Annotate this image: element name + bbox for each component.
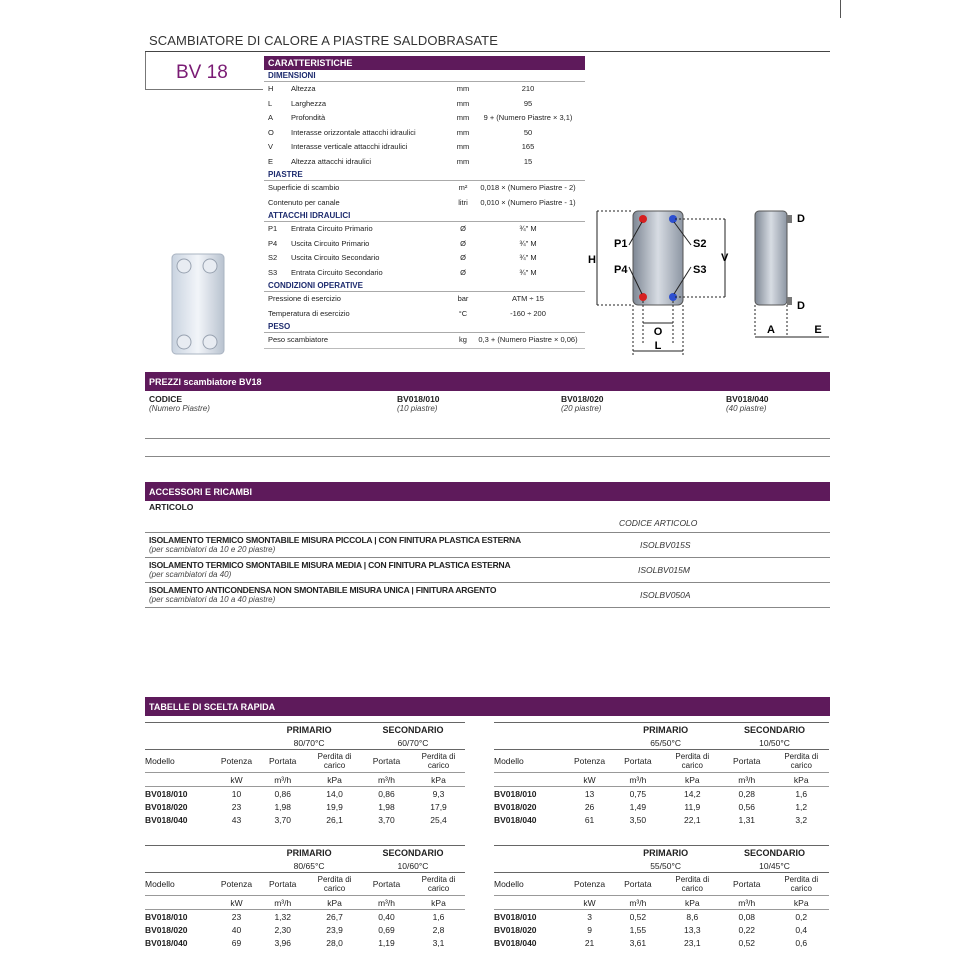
spec-header: CARATTERISTICHE bbox=[264, 56, 585, 70]
table-cell: 2,8 bbox=[432, 924, 445, 935]
table-cell: 8,6 bbox=[665, 910, 720, 924]
table-cell: Portata bbox=[361, 750, 412, 773]
acc-rule-0 bbox=[145, 532, 830, 533]
section-condizioni: CONDIZIONI OPERATIVE bbox=[264, 280, 585, 292]
table-row bbox=[494, 923, 829, 936]
table-cell: 22,1 bbox=[684, 814, 701, 825]
spec-value: ATM ÷ 15 bbox=[512, 294, 544, 303]
spec-value: -160 ÷ 200 bbox=[510, 308, 546, 318]
table-cell: 3,61 bbox=[629, 937, 647, 948]
table-cell: 26,1 bbox=[326, 814, 343, 825]
table-cell: 0,86 bbox=[257, 787, 308, 801]
table-cell: BV018/020 bbox=[494, 924, 537, 935]
table-cell: Portata bbox=[611, 750, 664, 773]
table-cell: 23 bbox=[216, 910, 258, 924]
spec-value: 0,3 + (Numero Piastre × 0,06) bbox=[478, 335, 578, 344]
spec-label: Profondità bbox=[291, 113, 326, 122]
table-cell bbox=[494, 773, 568, 787]
spec-label: Altezza bbox=[291, 84, 316, 93]
table-cell: BV018/020 bbox=[494, 801, 537, 812]
prezzi-sub-3: (40 piastre) bbox=[726, 404, 767, 413]
spec-label: Pressione di esercizio bbox=[268, 294, 341, 303]
table-cell: 1,6 bbox=[773, 787, 829, 801]
modello-label: Modello bbox=[494, 750, 568, 773]
table-cell: BV018/040 bbox=[145, 814, 188, 825]
table-cell bbox=[216, 846, 258, 860]
table-cell: Portata bbox=[720, 750, 773, 773]
spec-label: Interasse verticale attacchi idraulici bbox=[291, 142, 408, 151]
primario-temp: 80/70°C bbox=[293, 737, 325, 748]
section-attacchi: ATTACCHI IDRAULICI bbox=[264, 210, 585, 222]
table-cell bbox=[494, 736, 568, 750]
table-cell bbox=[568, 723, 611, 737]
table-cell bbox=[494, 896, 568, 910]
dimension-diagram bbox=[585, 205, 835, 365]
spec-value: 9 + (Numero Piastre × 3,1) bbox=[483, 113, 573, 122]
table-cell: 1,55 bbox=[629, 924, 647, 935]
table-cell: Perdita di carico bbox=[773, 873, 829, 896]
table-cell: m³/h bbox=[611, 896, 664, 910]
table-cell: Portata bbox=[361, 873, 412, 896]
table-cell: 19,9 bbox=[326, 801, 343, 812]
table-row bbox=[494, 936, 829, 949]
label-d-bottom: D bbox=[797, 300, 805, 312]
accessori-codice-label: CODICE ARTICOLO bbox=[619, 518, 698, 528]
secondario-label: SECONDARIO bbox=[720, 846, 829, 860]
table-cell: Perdita di carico bbox=[412, 873, 465, 896]
spec-row bbox=[264, 292, 585, 307]
spec-symbol: O bbox=[268, 127, 274, 137]
secondario-label: SECONDARIO bbox=[720, 723, 829, 737]
spec-unit: Ø bbox=[460, 253, 466, 262]
prezzi-code-3: BV018/040 bbox=[726, 394, 769, 404]
table-row bbox=[494, 813, 829, 826]
accessori-bar: ACCESSORI E RICAMBI bbox=[145, 482, 830, 501]
table-cell: 0,08 bbox=[720, 910, 773, 924]
spec-value: ¾" M bbox=[519, 267, 537, 277]
table-cell: Perdita di carico bbox=[665, 873, 720, 896]
table-row bbox=[145, 813, 465, 826]
spec-unit: kg bbox=[459, 335, 467, 344]
table-cell: kPa bbox=[308, 896, 361, 910]
acc-item-3-sub: (per scambiatori da 10 a 40 piastre) bbox=[149, 595, 276, 604]
spec-unit: Ø bbox=[460, 267, 466, 277]
table-row bbox=[145, 910, 465, 924]
table-cell: 3,2 bbox=[795, 814, 808, 825]
spec-row bbox=[264, 222, 585, 237]
table-cell: Potenza bbox=[216, 873, 258, 896]
table-cell: 0,40 bbox=[361, 910, 412, 924]
spec-label: Entrata Circuito Secondario bbox=[291, 267, 383, 277]
table-cell: 23,1 bbox=[684, 937, 701, 948]
spec-unit: Ø bbox=[460, 224, 466, 233]
secondario-temp: 60/70°C bbox=[397, 737, 429, 748]
prezzi-sub-1: (10 piastre) bbox=[397, 404, 438, 413]
spec-symbol: A bbox=[268, 113, 274, 122]
table-cell bbox=[216, 859, 258, 873]
prezzi-code-1: BV018/010 bbox=[397, 394, 440, 404]
label-p1: P1 bbox=[614, 238, 628, 250]
table-cell: 13 bbox=[568, 787, 611, 801]
table-cell: 0,6 bbox=[795, 937, 808, 948]
spec-value: 165 bbox=[521, 142, 535, 151]
table-cell: 0,86 bbox=[361, 787, 412, 801]
spec-unit: bar bbox=[457, 294, 469, 303]
table-cell: Portata bbox=[720, 873, 773, 896]
attacchi-rows bbox=[264, 222, 585, 280]
label-e: E bbox=[814, 324, 822, 336]
table-cell: BV018/010 bbox=[145, 787, 216, 801]
table-cell bbox=[145, 773, 216, 787]
table-cell: kW bbox=[568, 773, 611, 787]
table-cell bbox=[568, 859, 611, 873]
table-row bbox=[494, 787, 829, 801]
acc-item-1: ISOLAMENTO TERMICO SMONTABILE MISURA PICCOLA | CON FINITURA PLASTICA ESTERNA bbox=[149, 535, 521, 545]
spec-unit: mm bbox=[456, 127, 470, 137]
primario-label: PRIMARIO bbox=[611, 846, 720, 860]
label-a: A bbox=[767, 324, 775, 336]
table-cell: kW bbox=[216, 896, 258, 910]
table-cell: 1,31 bbox=[738, 814, 756, 825]
spec-unit: mm bbox=[456, 142, 470, 151]
table-cell: m³/h bbox=[257, 896, 308, 910]
table-cell bbox=[216, 736, 258, 750]
table-cell: kW bbox=[216, 773, 258, 787]
table-cell: Perdita di carico bbox=[308, 873, 361, 896]
table-cell bbox=[145, 736, 216, 750]
table-cell bbox=[568, 736, 611, 750]
prezzi-codice-sub: (Numero Piastre) bbox=[149, 404, 210, 413]
spec-row bbox=[264, 111, 585, 126]
spec-row bbox=[264, 266, 585, 281]
table-cell: 3,1 bbox=[432, 937, 445, 948]
table-cell: 0,2 bbox=[773, 910, 829, 924]
table-cell: 1,49 bbox=[629, 801, 647, 812]
page-title: SCAMBIATORE DI CALORE A PIASTRE SALDOBRASATE bbox=[149, 33, 498, 48]
prezzi-bar: PREZZI scambiatore BV18 bbox=[145, 372, 830, 391]
quick-table bbox=[494, 845, 829, 949]
spec-value: 95 bbox=[523, 98, 533, 108]
spec-row bbox=[264, 251, 585, 266]
acc-item-2-sub: (per scambiatori da 40) bbox=[149, 570, 232, 579]
table-cell: m³/h bbox=[361, 773, 412, 787]
table-cell: 28,0 bbox=[326, 937, 343, 948]
label-l: L bbox=[654, 340, 662, 352]
spec-value: 0,018 × (Numero Piastre - 2) bbox=[480, 183, 576, 192]
table-cell: 26,7 bbox=[308, 910, 361, 924]
spec-unit: m² bbox=[458, 183, 468, 192]
table-cell bbox=[494, 846, 568, 860]
table-cell: Perdita di carico bbox=[773, 750, 829, 773]
table-cell: kPa bbox=[308, 773, 361, 787]
acc-item-2-code: ISOLBV015M bbox=[638, 565, 690, 575]
spec-label: Temperatura di esercizio bbox=[268, 308, 350, 318]
spec-value: ¾" M bbox=[519, 238, 537, 248]
table-cell: 0,28 bbox=[720, 787, 773, 801]
table-cell: 0,4 bbox=[795, 924, 808, 935]
label-v: V bbox=[721, 252, 729, 264]
spec-row bbox=[264, 97, 585, 112]
table-cell: Portata bbox=[611, 873, 664, 896]
spec-label: Superficie di scambio bbox=[268, 183, 340, 192]
table-cell bbox=[145, 859, 216, 873]
spec-bottom-rule bbox=[264, 348, 585, 350]
table-cell bbox=[145, 896, 216, 910]
spec-label: Contenuto per canale bbox=[268, 197, 340, 207]
tabelle-bar: TABELLE DI SCELTA RAPIDA bbox=[145, 697, 830, 716]
piastre-rows bbox=[264, 181, 585, 210]
spec-symbol: E bbox=[268, 156, 274, 166]
acc-rule-1 bbox=[145, 557, 830, 558]
table-cell: 3,96 bbox=[274, 937, 291, 948]
section-piastre: PIASTRE bbox=[264, 169, 585, 181]
spec-row bbox=[264, 196, 585, 211]
table-cell: Perdita di carico bbox=[412, 750, 465, 773]
table-cell: 1,32 bbox=[257, 910, 308, 924]
table-cell: 9,3 bbox=[412, 787, 465, 801]
table-row bbox=[145, 923, 465, 936]
spec-table bbox=[264, 56, 585, 350]
table-cell: 3,50 bbox=[629, 814, 647, 825]
spec-label: Uscita Circuito Secondario bbox=[291, 253, 380, 262]
table-cell: Potenza bbox=[216, 750, 258, 773]
prezzi-rule-1 bbox=[145, 438, 830, 439]
spec-unit: litri bbox=[458, 197, 468, 207]
section-peso: PESO bbox=[264, 321, 585, 333]
spec-label: Interasse orizzontale attacchi idraulici bbox=[291, 127, 416, 137]
table-cell: 0,69 bbox=[378, 924, 395, 935]
table-cell: m³/h bbox=[720, 896, 773, 910]
table-cell: BV018/010 bbox=[494, 787, 568, 801]
table-cell: kPa bbox=[412, 773, 465, 787]
acc-item-1-code: ISOLBV015S bbox=[640, 540, 691, 550]
table-cell: 14,0 bbox=[308, 787, 361, 801]
table-cell: 26 bbox=[584, 801, 595, 812]
prezzi-rule-2 bbox=[145, 456, 830, 457]
table-row bbox=[145, 936, 465, 949]
spec-value: 0,010 × (Numero Piastre - 1) bbox=[480, 197, 576, 207]
spec-label: Larghezza bbox=[291, 98, 327, 108]
spec-symbol: P4 bbox=[268, 238, 278, 248]
table-cell bbox=[216, 723, 258, 737]
page-edge-line bbox=[840, 0, 841, 18]
spec-unit: mm bbox=[456, 113, 470, 122]
table-cell: 2,30 bbox=[274, 924, 291, 935]
spec-row bbox=[264, 126, 585, 141]
secondario-temp: 10/50°C bbox=[759, 737, 790, 748]
spec-unit: mm bbox=[456, 156, 470, 166]
acc-rule-2 bbox=[145, 582, 830, 583]
secondario-temp: 10/60°C bbox=[397, 860, 429, 871]
spec-symbol: P1 bbox=[268, 224, 278, 233]
table-cell: 1,6 bbox=[412, 910, 465, 924]
acc-item-3: ISOLAMENTO ANTICONDENSA NON SMONTABILE MISURA UNICA | FINITURA ARGENTO bbox=[149, 585, 497, 595]
spec-label: Altezza attacchi idraulici bbox=[291, 156, 372, 166]
table-cell bbox=[145, 846, 216, 860]
table-cell: 3 bbox=[568, 910, 611, 924]
acc-item-2: ISOLAMENTO TERMICO SMONTABILE MISURA MEDIA | CON FINITURA PLASTICA ESTERNA bbox=[149, 560, 511, 570]
table-cell: 9 bbox=[587, 924, 592, 935]
spec-row bbox=[264, 333, 585, 348]
table-cell: Portata bbox=[257, 750, 308, 773]
spec-row bbox=[264, 181, 585, 196]
spec-unit: mm bbox=[456, 84, 470, 93]
table-cell: 23,9 bbox=[326, 924, 343, 935]
spec-unit: mm bbox=[456, 98, 470, 108]
spec-label: Uscita Circuito Primario bbox=[291, 238, 370, 248]
table-cell: kW bbox=[568, 896, 611, 910]
primario-temp: 65/50°C bbox=[650, 737, 681, 748]
prezzi-code-2: BV018/020 bbox=[561, 394, 604, 404]
spec-symbol: H bbox=[268, 84, 274, 93]
modello-label: Modello bbox=[145, 750, 216, 773]
table-cell: BV018/040 bbox=[145, 937, 188, 948]
table-cell: 61 bbox=[584, 814, 595, 825]
table-cell: BV018/010 bbox=[494, 910, 568, 924]
spec-value: 15 bbox=[523, 156, 533, 166]
table-row bbox=[494, 800, 829, 813]
modello-label: Modello bbox=[145, 873, 216, 896]
dimensioni-rows bbox=[264, 82, 585, 169]
secondario-temp: 10/45°C bbox=[759, 860, 790, 871]
table-cell: 0,52 bbox=[611, 910, 664, 924]
spec-value: ¾" M bbox=[519, 253, 537, 262]
table-cell: 1,98 bbox=[274, 801, 291, 812]
table-cell: Perdita di carico bbox=[665, 750, 720, 773]
table-cell: 17,9 bbox=[430, 801, 447, 812]
label-s3: S3 bbox=[693, 264, 707, 276]
table-cell: BV018/010 bbox=[145, 910, 216, 924]
spec-value: ¾" M bbox=[519, 224, 537, 233]
table-cell: 25,4 bbox=[430, 814, 447, 825]
table-cell: BV018/020 bbox=[145, 801, 188, 812]
table-cell: 21 bbox=[584, 937, 595, 948]
table-cell: 14,2 bbox=[665, 787, 720, 801]
table-cell: 0,22 bbox=[738, 924, 756, 935]
table-cell: 3,70 bbox=[274, 814, 291, 825]
spec-value: 50 bbox=[523, 127, 533, 137]
spec-row bbox=[264, 140, 585, 155]
spec-row bbox=[264, 237, 585, 252]
secondario-label: SECONDARIO bbox=[361, 723, 465, 737]
acc-item-3-code: ISOLBV050A bbox=[640, 590, 691, 600]
section-dimensioni: DIMENSIONI bbox=[264, 70, 585, 82]
table-row bbox=[145, 787, 465, 801]
spec-symbol: S3 bbox=[268, 267, 278, 277]
table-cell: BV018/040 bbox=[494, 937, 537, 948]
table-cell: Potenza bbox=[568, 750, 611, 773]
modello-label: Modello bbox=[494, 873, 568, 896]
table-row bbox=[494, 910, 829, 924]
primario-temp: 55/50°C bbox=[650, 860, 681, 871]
table-cell: m³/h bbox=[361, 896, 412, 910]
table-cell: 3,70 bbox=[378, 814, 395, 825]
table-cell: Perdita di carico bbox=[308, 750, 361, 773]
quick-table bbox=[494, 722, 829, 826]
table-row bbox=[145, 800, 465, 813]
table-cell: kPa bbox=[412, 896, 465, 910]
peso-rows bbox=[264, 333, 585, 348]
table-cell bbox=[145, 723, 216, 737]
secondario-label: SECONDARIO bbox=[361, 846, 465, 860]
quick-table bbox=[145, 722, 465, 826]
table-cell bbox=[494, 723, 568, 737]
primario-temp: 80/65°C bbox=[293, 860, 325, 871]
table-cell: 13,3 bbox=[684, 924, 701, 935]
spec-symbol: S2 bbox=[268, 253, 278, 262]
spec-label: Peso scambiatore bbox=[268, 335, 329, 344]
label-d-top: D bbox=[797, 213, 805, 225]
primario-label: PRIMARIO bbox=[257, 846, 361, 860]
table-cell: Portata bbox=[257, 873, 308, 896]
spec-unit: Ø bbox=[460, 238, 466, 248]
table-cell: BV018/020 bbox=[145, 924, 188, 935]
spec-value: 210 bbox=[521, 84, 535, 93]
table-cell bbox=[568, 846, 611, 860]
table-cell: 1,98 bbox=[378, 801, 395, 812]
table-cell: m³/h bbox=[720, 773, 773, 787]
table-cell: m³/h bbox=[611, 773, 664, 787]
table-cell: 40 bbox=[231, 924, 242, 935]
table-cell: kPa bbox=[665, 896, 720, 910]
table-cell: 0,56 bbox=[738, 801, 756, 812]
condizioni-rows bbox=[264, 292, 585, 321]
spec-symbol: L bbox=[268, 98, 273, 108]
accessori-articolo: ARTICOLO bbox=[149, 502, 194, 512]
spec-symbol: V bbox=[268, 142, 274, 151]
label-o: O bbox=[653, 326, 663, 338]
label-p4: P4 bbox=[614, 264, 628, 276]
table-cell: 10 bbox=[216, 787, 258, 801]
table-cell: 0,75 bbox=[611, 787, 664, 801]
table-cell bbox=[494, 859, 568, 873]
spec-row bbox=[264, 155, 585, 170]
table-cell: kPa bbox=[773, 896, 829, 910]
spec-row bbox=[264, 82, 585, 97]
table-cell: 69 bbox=[231, 937, 242, 948]
table-cell: 1,19 bbox=[378, 937, 395, 948]
table-cell: kPa bbox=[773, 773, 829, 787]
label-s2: S2 bbox=[693, 238, 707, 250]
spec-unit: °C bbox=[458, 308, 468, 318]
spec-label: Entrata Circuito Primario bbox=[291, 224, 373, 233]
acc-rule-3 bbox=[145, 607, 830, 608]
label-h: H bbox=[588, 254, 596, 266]
table-cell: 43 bbox=[231, 814, 242, 825]
prezzi-sub-2: (20 piastre) bbox=[561, 404, 602, 413]
prezzi-codice: CODICE bbox=[149, 394, 183, 404]
model-name: BV 18 bbox=[176, 62, 228, 83]
table-cell: m³/h bbox=[257, 773, 308, 787]
table-cell: 11,9 bbox=[684, 801, 701, 812]
product-photo bbox=[168, 250, 228, 358]
table-cell: kPa bbox=[665, 773, 720, 787]
primario-label: PRIMARIO bbox=[611, 723, 720, 737]
table-cell: BV018/040 bbox=[494, 814, 537, 825]
spec-row bbox=[264, 307, 585, 322]
table-cell: 1,2 bbox=[795, 801, 808, 812]
table-cell: 23 bbox=[231, 801, 242, 812]
table-cell: Potenza bbox=[568, 873, 611, 896]
quick-table bbox=[145, 845, 465, 949]
acc-item-1-sub: (per scambiatori da 10 e 20 piastre) bbox=[149, 545, 276, 554]
primario-label: PRIMARIO bbox=[257, 723, 361, 737]
table-cell: 0,52 bbox=[738, 937, 756, 948]
